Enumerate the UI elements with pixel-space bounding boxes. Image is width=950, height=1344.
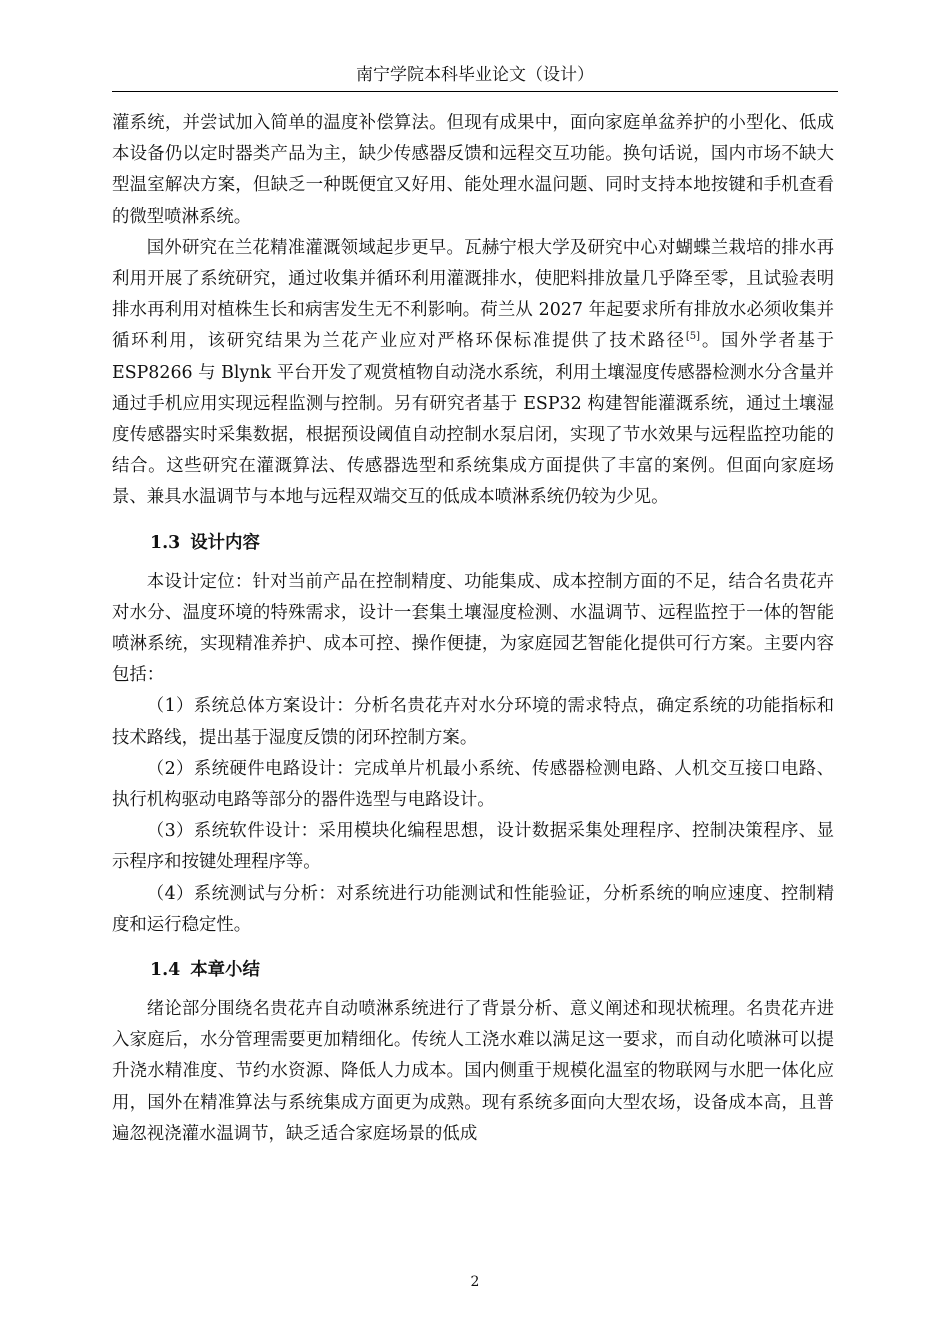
list-item: （4）系统测试与分析：对系统进行功能测试和性能验证，分析系统的响应速度、控制精度和运行稳定性。: [112, 883, 834, 935]
list-item: （2）系统硬件电路设计：完成单片机最小系统、传感器检测电路、人机交互接口电路、执行机构驱动电路等部分的器件选型与电路设计。: [112, 758, 834, 811]
paragraph-foreign-research: [112, 233, 834, 514]
paragraph-text: 。国外学者基于 ESP8266 与 Blynk 平台开发了观赏植物自动浇水系统，利用土壤湿度传感器检测水分含量并通过手机应用实现远程监测与控制。另有研究者基于 ESP32 构建智能灌溉系统，通过土壤湿度传感器实时采集数据，根据预设阈值自动控制水泵启闭，实现了节水效果与远程监控功能的结合。这些研究在灌溉算法、传感器选型和系统集成方面提供了丰富的案例。但面向家庭场景、兼具水温调节与本地与远程双端交互的低成本喷淋系统仍较为少见。: [112, 331, 834, 508]
page-number: 2: [470, 1274, 480, 1290]
header-rule: [112, 91, 838, 92]
running-header: 南宁学院本科毕业论文（设计）: [356, 65, 594, 85]
chapter-summary: 绪论部分围绕名贵花卉自动喷淋系统进行了背景分析、意义阐述和现状梳理。名贵花卉进入家庭后，水分管理需要更加精细化。传统人工浇水难以满足这一要求，而自动化喷淋可以提升浇水精准度、节约水资源、降低人力成本。国内侧重于规模化温室的物联网与水肥一体化应用，国外在精准算法与系统集成方面更为成熟。现有系统多面向大型农场，设备成本高，且普遍忽视浇灌水温调节，缺乏适合家庭场景的低成: [112, 999, 834, 1144]
paragraph-text: 国外研究在兰花精准灌溉领域起步更早。瓦赫宁根大学及研究中心对蝴蝶兰栽培的排水再利用开展了系统研究，通过收集并循环利用灌溉排水，使肥料排放量几乎降至零，且试验表明排水再利用对植株生长和病害发生无不利影响。荷兰从 2027 年起要求所有排放水必须收集并循环利用，该研究结果为兰花产业应对严格环保标准提供了技术路径: [112, 237, 834, 352]
section-intro: 本设计定位：针对当前产品在控制精度、功能集成、成本控制方面的不足，结合名贵花卉对水分、温度环境的特殊需求，设计一套集土壤湿度检测、水温调节、远程监控于一体的智能喷淋系统，实现精准养护、成本可控、操作便捷，为家庭园艺智能化提供可行方案。主要内容包括：: [112, 571, 834, 686]
section-number: 1.3: [150, 532, 181, 553]
section-title: 设计内容: [190, 532, 260, 553]
section-heading-1-3: [112, 528, 834, 559]
section-heading-1-4: [112, 955, 834, 986]
paragraph-continuation: 灌系统，并尝试加入简单的温度补偿算法。但现有成果中，面向家庭单盆养护的小型化、低成本设备仍以定时器类产品为主，缺少传感器反馈和远程交互功能。换句话说，国内市场不缺大型温室解决方案，但缺乏一种既便宜又好用、能处理水温问题、同时支持本地按键和手机查看的微型喷淋系统。: [112, 113, 834, 227]
page-body: [112, 108, 834, 1150]
citation-ref: [5]: [685, 331, 701, 343]
section-number: 1.4: [150, 960, 181, 981]
list-item: （1）系统总体方案设计：分析名贵花卉对水分环境的需求特点，确定系统的功能指标和技术路线，提出基于湿度反馈的闭环控制方案。: [112, 696, 834, 748]
section-title: 本章小结: [190, 960, 260, 981]
list-item: （3）系统软件设计：采用模块化编程思想，设计数据采集处理程序、控制决策程序、显示程序和按键处理程序等。: [112, 821, 834, 873]
